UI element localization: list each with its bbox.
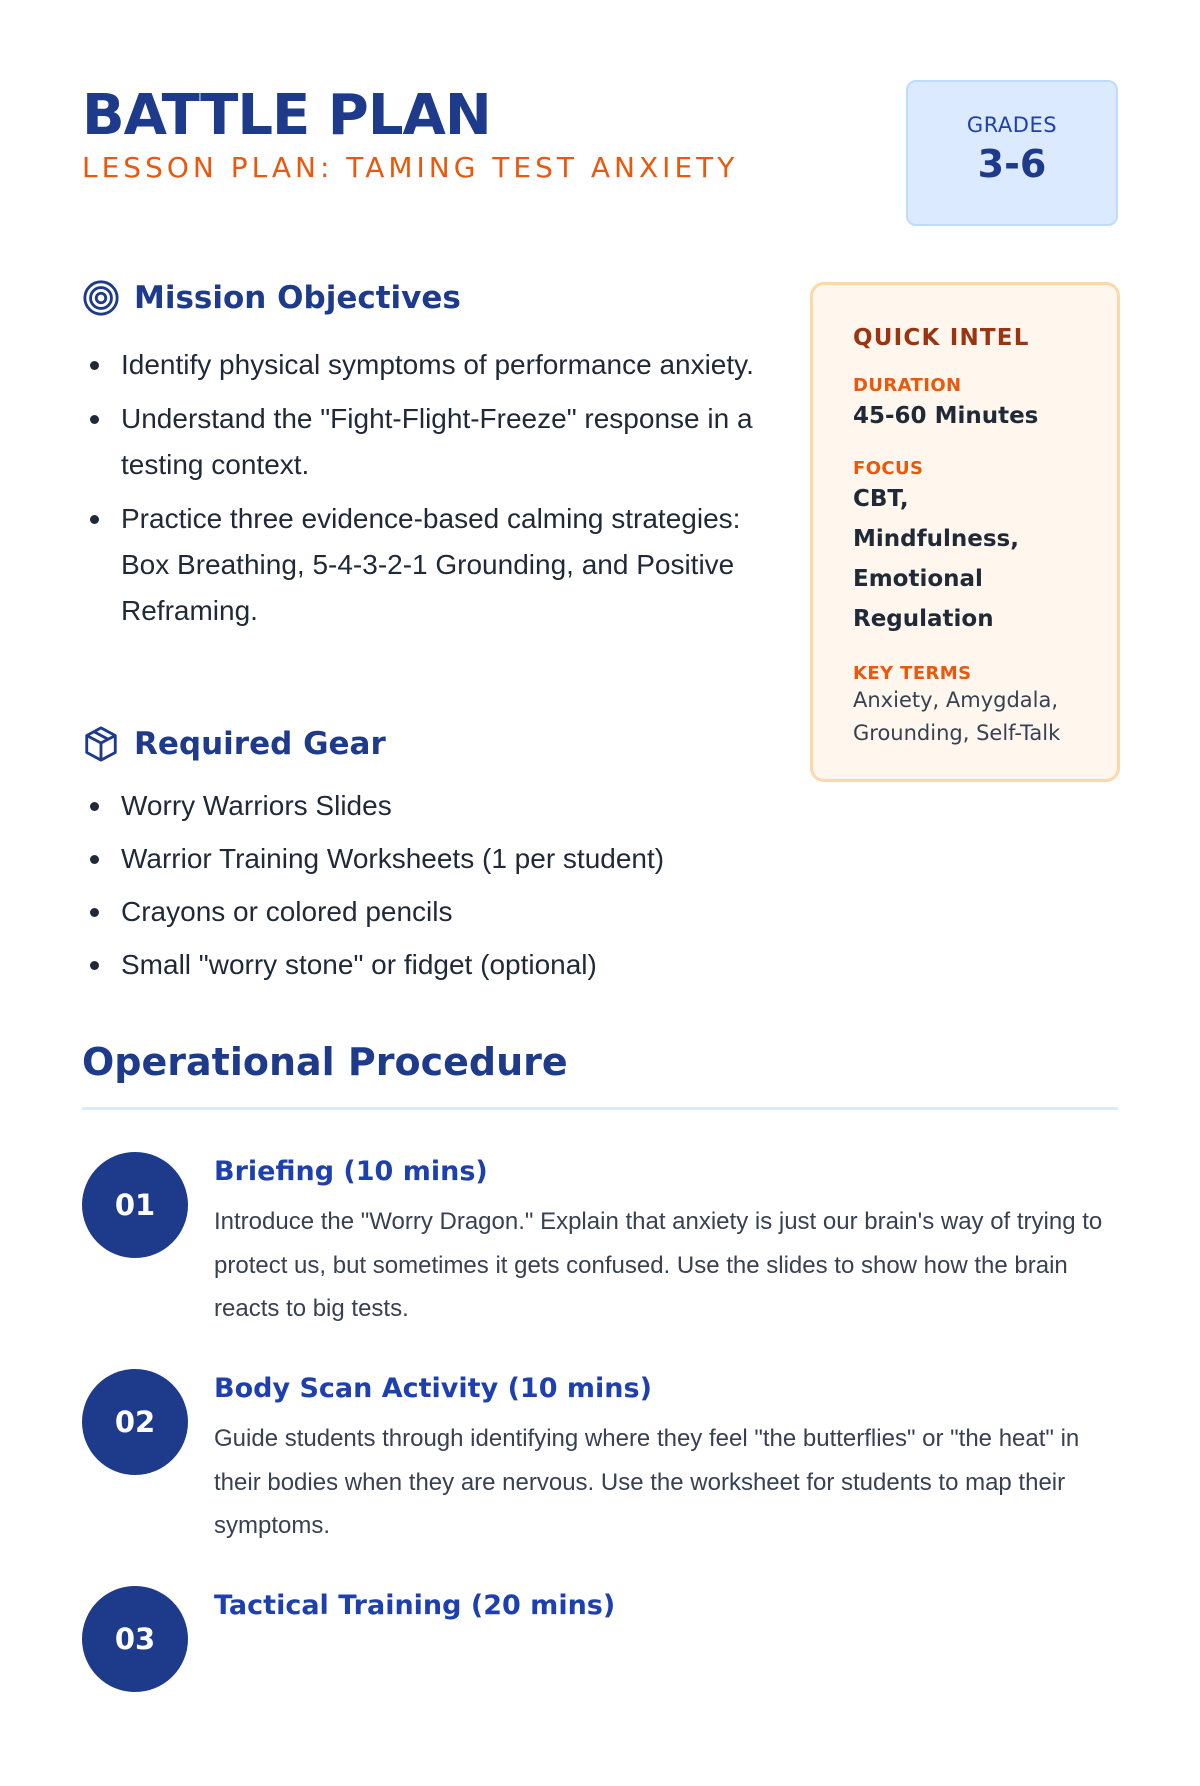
step-number: 03: [82, 1586, 188, 1692]
list-item: Practice three evidence-based calming strategies: Box Breathing, 5-4-3-2-1 Grounding, and Positive Reframing.: [82, 496, 762, 634]
focus-value: CBT, Mindfulness, Emotional Regulation: [853, 486, 1019, 632]
step-description: Introduce the "Worry Dragon." Explain that anxiety is just our brain's way of trying to protect us, but sometimes it gets confused. Use the slides to show how the brain reacts to big tests.: [214, 1208, 1103, 1322]
quick-intel-card: [810, 282, 1120, 782]
key-terms-label: KEY TERMS: [853, 663, 972, 684]
procedure-title: Operational Procedure: [82, 1040, 568, 1084]
step-title: Tactical Training (20 mins): [214, 1590, 616, 1621]
page-title: BATTLE PLAN: [82, 83, 491, 148]
step-description: Guide students through identifying where they feel "the butterflies" or "the heat" in their bodies when they are nervous. Use the worksheet for students to map their symptoms.: [214, 1425, 1080, 1539]
step-number: 02: [82, 1369, 188, 1475]
gear-list: [82, 783, 762, 995]
duration-value: 45-60 Minutes: [853, 403, 1039, 429]
target-icon: [82, 279, 120, 317]
objectives-list: [82, 342, 762, 642]
page-subtitle: LESSON PLAN: TAMING TEST ANXIETY: [82, 151, 739, 184]
procedure-step: [82, 1152, 1118, 1352]
step-title: Briefing (10 mins): [214, 1156, 488, 1187]
focus-label: FOCUS: [853, 458, 924, 479]
list-item: Warrior Training Worksheets (1 per student): [82, 836, 762, 882]
list-item: Crayons or colored pencils: [82, 889, 762, 935]
list-item: Small "worry stone" or fidget (optional): [82, 942, 762, 988]
objectives-heading: [82, 276, 461, 320]
gear-title: Required Gear: [134, 726, 386, 762]
procedure-step: [82, 1369, 1118, 1569]
box-icon: [82, 725, 120, 763]
list-item: Worry Warriors Slides: [82, 783, 762, 829]
step-number: 01: [82, 1152, 188, 1258]
grade-badge: [906, 80, 1118, 226]
grade-label: GRADES: [966, 113, 1058, 137]
list-item: Understand the "Fight-Flight-Freeze" response in a testing context.: [82, 396, 762, 488]
step-title: Body Scan Activity (10 mins): [214, 1373, 652, 1404]
procedure-step: [82, 1586, 1118, 1786]
objectives-title: Mission Objectives: [134, 280, 461, 316]
list-item: Identify physical symptoms of performance anxiety.: [82, 342, 762, 388]
grade-value: 3-6: [977, 142, 1047, 186]
header: [82, 80, 1118, 230]
gear-heading: [82, 722, 386, 766]
duration-label: DURATION: [853, 375, 962, 396]
quick-intel-title: QUICK INTEL: [853, 325, 1030, 351]
key-terms-value: Anxiety, Amygdala, Grounding, Self-Talk: [853, 688, 1061, 745]
procedure-divider: [82, 1107, 1118, 1110]
